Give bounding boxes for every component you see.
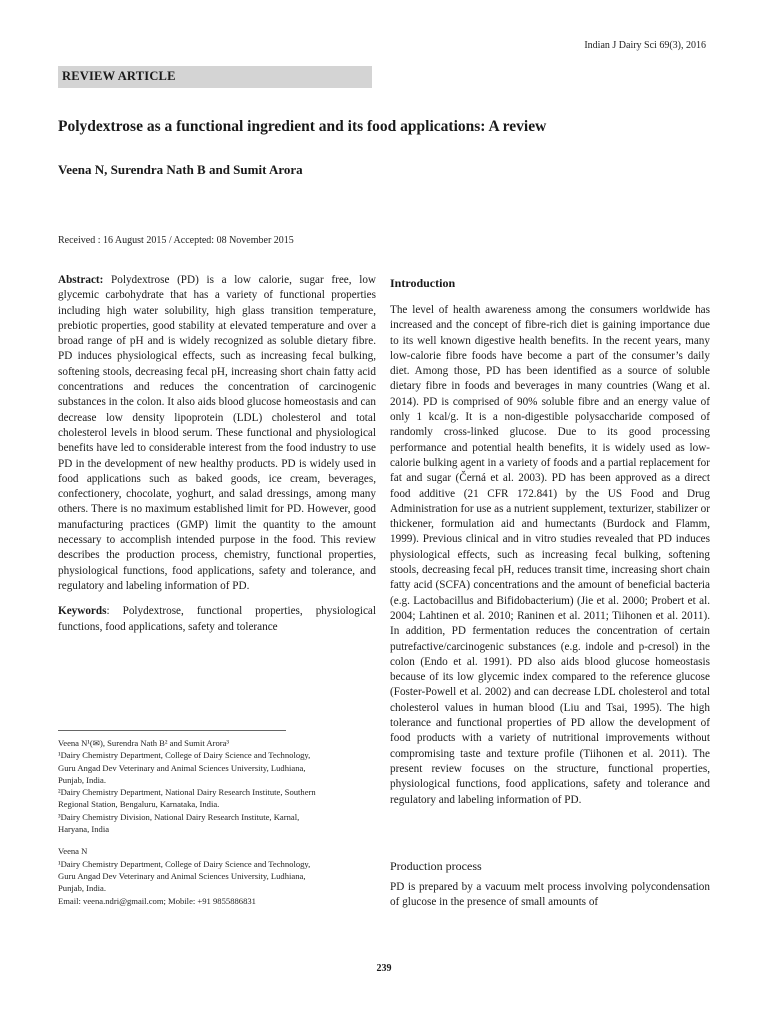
affiliation-line: ³Dairy Chemistry Division, National Dairy Research Institute, Karnal,	[58, 811, 300, 822]
affiliation-line: Email: veena.ndri@gmail.com; Mobile: +91 9855886831	[58, 895, 256, 906]
keywords-text: : Polydextrose, functional properties, physiological functions, food applications, safety and tolerance	[58, 605, 376, 633]
article-type-banner	[58, 66, 372, 88]
keywords-label: Keywords	[58, 605, 107, 618]
article-authors: Veena N, Surendra Nath B and Sumit Arora	[58, 162, 303, 177]
journal-reference: Indian J Dairy Sci 69(3), 2016	[584, 40, 706, 51]
affiliation-line: Veena N¹(✉), Surendra Nath B² and Sumit Arora³	[58, 738, 230, 748]
affiliation-line: Punjab, India.	[58, 883, 106, 894]
article-dates: Received : 16 August 2015 / Accepted: 08 November 2015	[58, 235, 294, 246]
introduction-heading: Introduction	[390, 276, 456, 290]
abstract-text: Polydextrose (PD) is a low calorie, sugar free, low glycemic carbohydrate that has a variety of functional properties including high water solubility, high glass transition temperature, prebiotic properties, good stability at elevated temperature and over a broad range of pH and is widely recognized as soluble dietary fibre. PD induces physiological effects, such as increasing fecal bulking, softening stools, decreasing fecal pH, increasing short chain fatty acid concentrations and reduces the concentration of carcinogenic substances in the colon. It also aids blood glucose homeostasis and can decrease low density lipoprotein (LDL) cholesterol and total cholesterol levels in blood serum. These functional and physiological benefits have led to considerable interest from the food industry to use PD in the development of new healthy products. PD is widely used in food applications such as baked goods, ice cream, beverages, confectionery, chocolate, yoghurt, and salad dressings, among many others. There is no maximum established limit for PD. However, good manufacturing practices (GMP) limit the quantity to the amount necessary to accomplish intended purpose in the food. This review describes the production process, chemistry, functional properties, physiological functions, food applications, safety and tolerance, and regulatory and labeling information of PD.	[58, 274, 376, 592]
keywords	[58, 604, 376, 635]
abstract-label: Abstract:	[58, 274, 104, 286]
affiliation-line: Regional Station, Bengaluru, Karnataka, India.	[58, 799, 220, 810]
production-text: PD is prepared by a vacuum melt process involving polycondensation of glucose in the presence of small amounts of	[390, 881, 710, 909]
affiliation-gap	[58, 835, 378, 845]
affiliation-line: Guru Angad Dev Veterinary and Animal Sciences University, Ludhiana,	[58, 762, 306, 773]
affiliation-line: Veena N	[58, 846, 88, 857]
abstract-column	[58, 273, 376, 635]
footnote-divider	[58, 730, 286, 731]
abstract	[58, 273, 376, 594]
article-title: Polydextrose as a functional ingredient and its food applications: A review	[58, 118, 547, 135]
article-type-label: REVIEW ARTICLE	[62, 69, 176, 83]
affiliation-line: Guru Angad Dev Veterinary and Animal Sciences University, Ludhiana,	[58, 870, 306, 881]
affiliation-line: ¹Dairy Chemistry Department, College of Dairy Science and Technology,	[58, 858, 311, 869]
production-heading: Production process	[390, 859, 482, 873]
affiliation-line: ²Dairy Chemistry Department, National Dairy Research Institute, Southern	[58, 787, 316, 798]
author-affiliations	[58, 737, 378, 907]
introduction-text: The level of health awareness among the consumers worldwide has increased and the concept of fibre-rich diet is gaining importance due to its well known digestive health benefits. In the recent years, many low-calorie fibre foods have become a part of the consumer’s daily diet. Among those, PD has been identified as a source of soluble dietary fibre in foods and beverages in many countries (Wang et al. 2014). PD is comprised of 90% soluble fibre and an energy value of only 1 kcal/g. It is a non-digestible polysaccharide composed of randomly cross-linked glucose. Due to its good processing performance and potential health benefits, it is widely used as low-calorie bulking agent in a variety of foods and a partial replacement for fat and sugar (Černá et al. 2003). PD has been approved as a direct food additive (21 CFR 172.841) by the US Food and Drug Administration for use as a nutrient supplement, texturizer, stabilizer or thickener, formulation aid and humectants (Burdock and Flamm, 1999). Previous clinical and in vitro studies revealed that PD induces physiological effects, such as increasing fecal bulking, softening stools, decreasing fecal pH, reduces transit time, increasing short chain fatty acid (SCFA) concentrations and the amount of beneficial bacteria (e.g. Lactobacillus and Bifidobacterium) (Jie et al. 2000; Probert et al. 2004; Lahtinen et al. 2010; Raninen et al. 2011; Tiihonen et al. 2011). In addition, PD fermentation reduces the concentration of certain putrefactive/carcinogenic substances (e.g. indole and p-cresol) in the colon (Endo et al. 1991). PD also aids blood glucose homeostasis because of its low glycemic index compared to the reference glucose (Foster-Powell et al. 2002) and can decrease LDL cholesterol and total cholesterol values in human blood (Liu and Tsai, 1995). The high tolerance and functional properties of PD allow the development of food products with a variety of nutritional improvements without compromising taste and texture profile (Tiihonen et al. 2011). The present review focuses on the structure, functional properties, physiological functions, food applications, safety and tolerance and regulatory and labeling information of PD.	[390, 304, 710, 806]
affiliation-line: Haryana, India	[58, 824, 110, 835]
affiliation-line: ¹Dairy Chemistry Department, College of Dairy Science and Technology,	[58, 750, 311, 761]
page-number: 239	[376, 963, 392, 974]
affiliation-line: Punjab, India.	[58, 774, 106, 785]
